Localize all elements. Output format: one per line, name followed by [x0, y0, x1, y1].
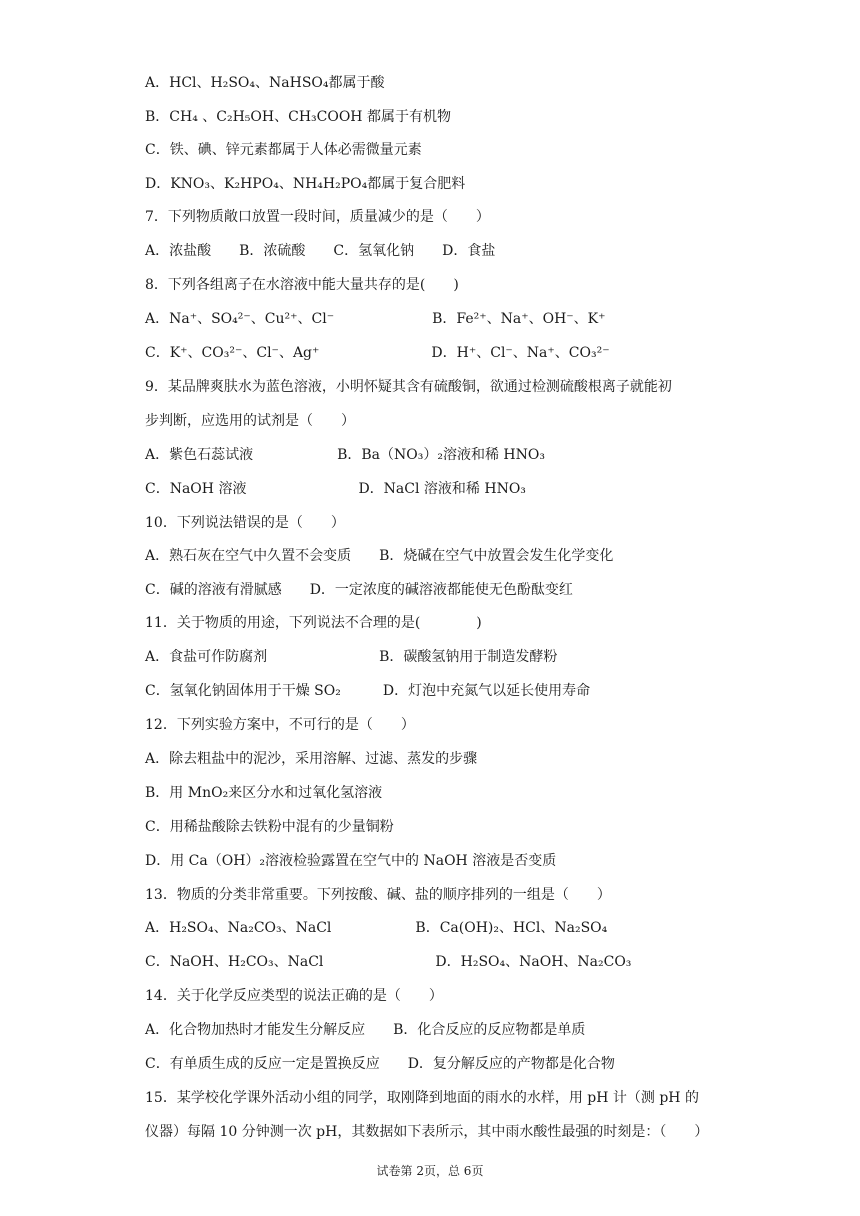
question-line: 仪器）每隔 10 分钟测一次 pH，其数据如下表所示，其中雨水酸性最强的时刻是：（ ）	[145, 1124, 709, 1140]
question-line: 9．某品牌爽肤水为蓝色溶液，小明怀疑其含有硫酸铜，欲通过检测硫酸根离子就能初	[145, 379, 672, 395]
question-line: 8．下列各组离子在水溶液中能大量共存的是( )	[145, 277, 459, 293]
option-line: A．除去粗盐中的泥沙，采用溶解、过滤、蒸发的步骤	[145, 751, 478, 767]
option-line: B．用 MnO₂来区分水和过氧化氢溶液	[145, 785, 383, 801]
option-line: C．铁、碘、锌元素都属于人体必需微量元素	[145, 142, 422, 158]
option-line: A．食盐可作防腐剂 B．碳酸氢钠用于制造发酵粉	[145, 649, 558, 665]
option-line: B．CH₄ 、C₂H₅OH、CH₃COOH 都属于有机物	[145, 109, 451, 125]
question-line: 7．下列物质敞口放置一段时间，质量减少的是（ ）	[145, 209, 490, 225]
page-footer: 试卷第 2页，总 6页	[376, 1164, 484, 1178]
question-line: 14．关于化学反应类型的说法正确的是（ ）	[145, 988, 443, 1004]
option-line: A．浓盐酸 B．浓硫酸 C．氢氧化钠 D．食盐	[145, 243, 496, 259]
option-line: A．化合物加热时才能发生分解反应 B．化合反应的反应物都是单质	[145, 1022, 586, 1038]
option-line: C．NaOH 溶液 D．NaCl 溶液和稀 HNO₃	[145, 481, 526, 497]
option-line: C．氢氧化钠固体用于干燥 SO₂ D．灯泡中充氮气以延长使用寿命	[145, 683, 591, 699]
option-line: A．紫色石蕊试液 B．Ba（NO₃）₂溶液和稀 HNO₃	[145, 447, 545, 463]
question-line: 步判断，应选用的试剂是（ ）	[145, 413, 355, 429]
question-line: 11．关于物质的用途，下列说法不合理的是( )	[145, 615, 482, 631]
option-line: C．有单质生成的反应一定是置换反应 D．复分解反应的产物都是化合物	[145, 1056, 615, 1072]
question-line: 15．某学校化学课外活动小组的同学，取刚降到地面的雨水的水样，用 pH 计（测 pH 的	[145, 1090, 699, 1106]
option-line: D．用 Ca（OH）₂溶液检验露置在空气中的 NaOH 溶液是否变质	[145, 853, 557, 869]
option-line: A．H₂SO₄、Na₂CO₃、NaCl B．Ca(OH)₂、HCl、Na₂SO₄	[145, 920, 608, 936]
option-line: A．HCl、H₂SO₄、NaHSO₄都属于酸	[145, 75, 385, 91]
option-line: C．NaOH、H₂CO₃、NaCl D．H₂SO₄、NaOH、Na₂CO₃	[145, 954, 632, 970]
option-line: A．熟石灰在空气中久置不会变质 B．烧碱在空气中放置会发生化学变化	[145, 548, 614, 564]
option-line: C．K⁺、CO₃²⁻、Cl⁻、Ag⁺ D．H⁺、Cl⁻、Na⁺、CO₃²⁻	[145, 345, 610, 361]
option-line: A．Na⁺、SO₄²⁻、Cu²⁺、Cl⁻ B．Fe²⁺、Na⁺、OH⁻、K⁺	[145, 311, 606, 327]
option-line: C．碱的溶液有滑腻感 D．一定浓度的碱溶液都能使无色酚酞变红	[145, 582, 573, 598]
question-line: 10．下列说法错误的是（ ）	[145, 515, 345, 531]
option-line: D．KNO₃、K₂HPO₄、NH₄H₂PO₄都属于复合肥料	[145, 176, 466, 192]
option-line: C．用稀盐酸除去铁粉中混有的少量铜粉	[145, 819, 394, 835]
question-line: 12．下列实验方案中，不可行的是（ ）	[145, 717, 415, 733]
question-line: 13．物质的分类非常重要。下列按酸、碱、盐的顺序排列的一组是（ ）	[145, 887, 611, 903]
